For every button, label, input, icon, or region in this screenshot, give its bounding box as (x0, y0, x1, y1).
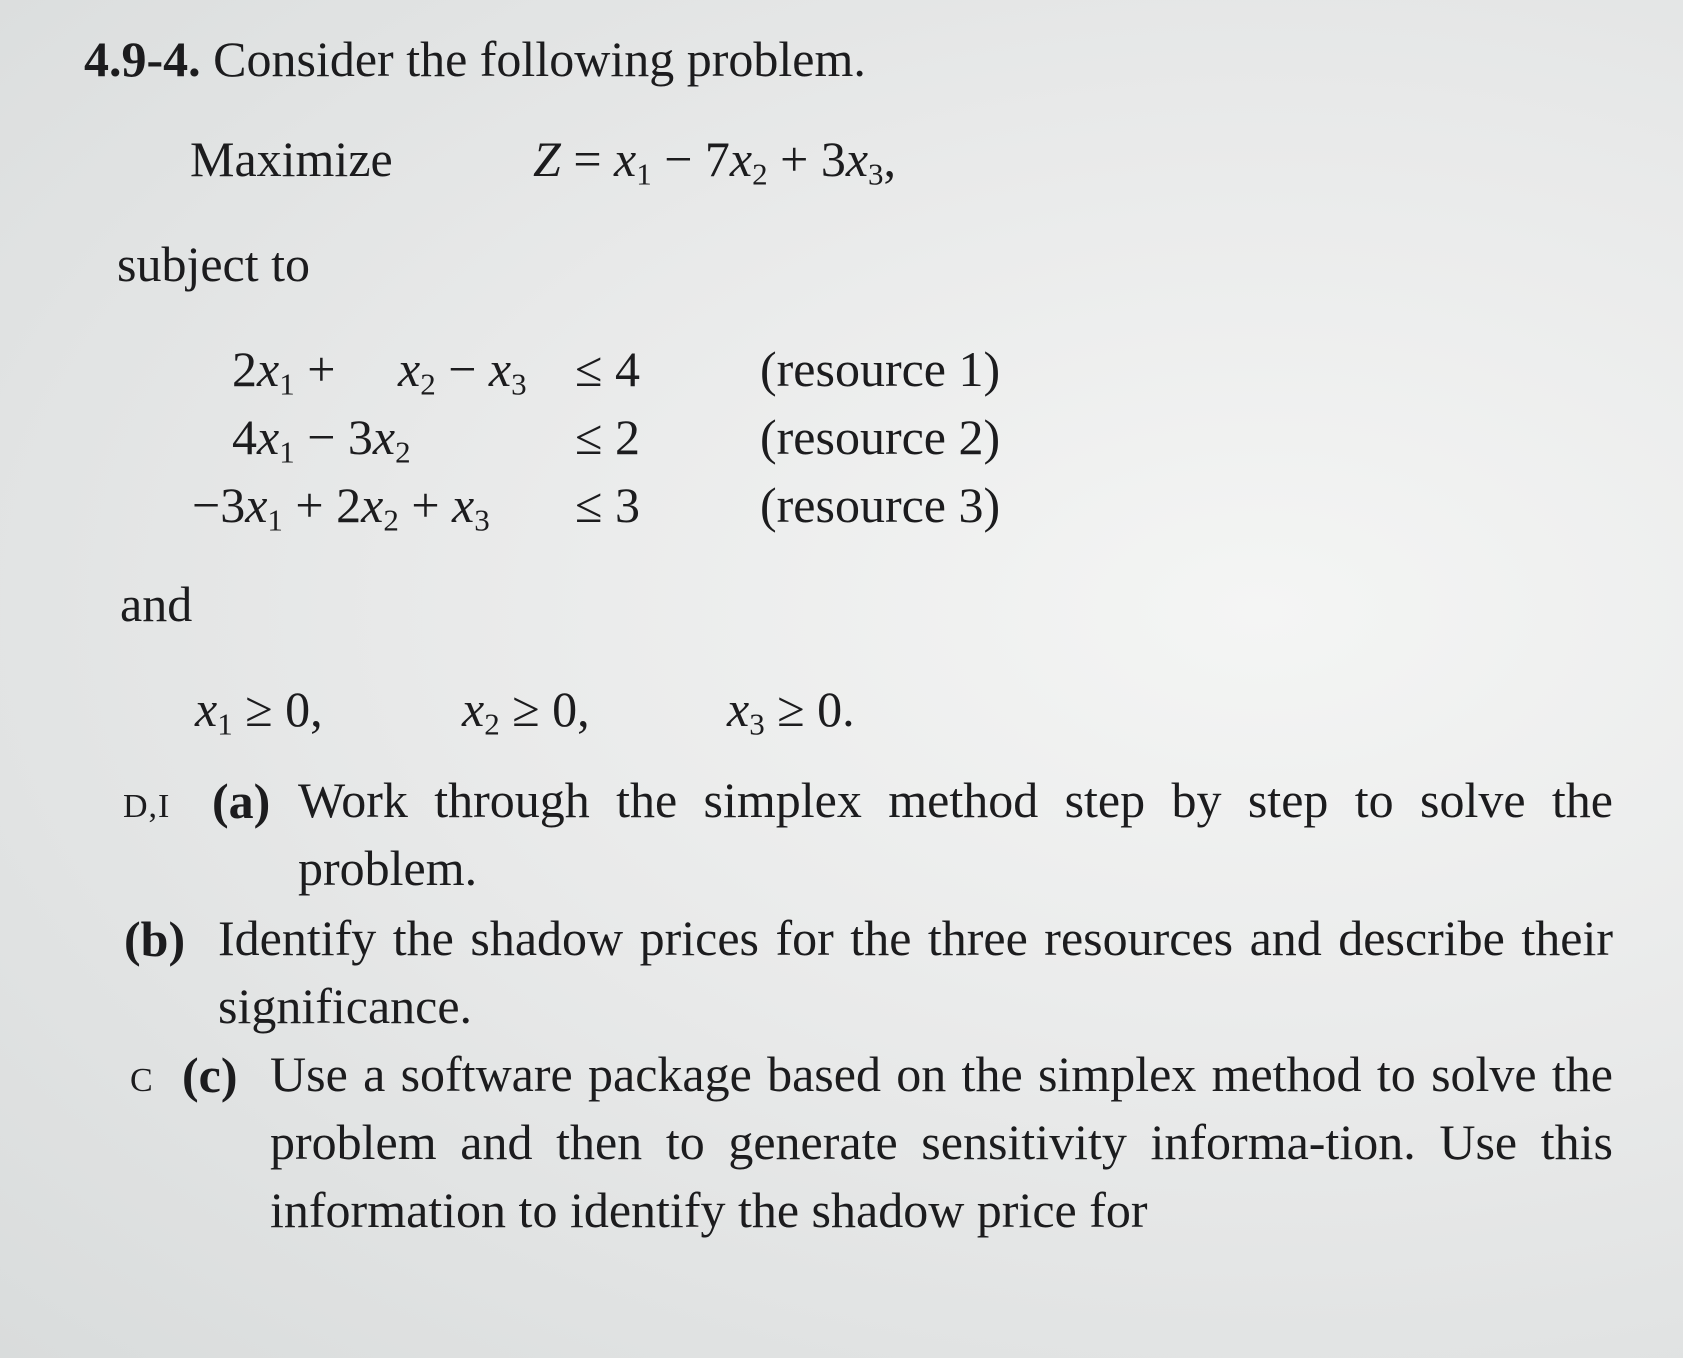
constraint-3-label: (resource 3) (760, 477, 1001, 533)
problem-number: 4.9-4. (84, 31, 201, 87)
inequality: ≥ 0, (499, 681, 590, 737)
coefficient: 2 (232, 341, 257, 397)
variable: x (372, 409, 396, 465)
variable: x (488, 341, 512, 397)
subscript: 3 (474, 502, 490, 538)
variable: x (257, 341, 280, 397)
subscript: 2 (383, 502, 399, 538)
part-a-text: Work through the simplex method step by step to solve the problem. (298, 772, 1613, 896)
problem-intro: Consider the following problem. (213, 31, 866, 87)
part-c-tag: C (130, 1062, 154, 1099)
coefficient: + 3 (767, 131, 846, 187)
subscript: 3 (868, 156, 884, 192)
subscript: 1 (217, 706, 233, 742)
coefficient: −3 (192, 477, 246, 533)
subscript: 2 (420, 366, 436, 402)
constraint-2-label: (resource 2) (760, 409, 1001, 465)
constraint-2-rhs: ≤ 2 (575, 409, 640, 465)
operator: + (282, 477, 337, 533)
x3-variable: x (845, 131, 869, 187)
variable: x (462, 681, 485, 737)
subject-to-label: subject to (117, 236, 311, 292)
nonneg-x2 (462, 680, 590, 742)
and-label: and (120, 576, 193, 632)
problem-heading (84, 30, 866, 88)
constraint-1-term-2 (398, 340, 527, 402)
variable: x (398, 341, 421, 397)
constraint-1-term-1 (232, 340, 336, 402)
constraint-3-rhs: ≤ 3 (575, 477, 640, 533)
constraint-1-label: (resource 1) (760, 341, 1001, 397)
nonneg-x1 (195, 680, 323, 742)
subscript: 2 (484, 706, 500, 742)
constraint-3-terms (192, 476, 490, 538)
coefficient: 4 (232, 409, 257, 465)
constraint-1-rhs: ≤ 4 (575, 341, 640, 397)
subscript: 1 (279, 434, 295, 470)
part-c-text: Use a software package based on the simplex method to solve the problem and then to generate sensitivity informa-tion. Use this information to identify the shadow price for (270, 1046, 1613, 1238)
coefficient: 2 (336, 477, 362, 533)
part-a-letter: (a) (212, 773, 271, 829)
x2-variable: x (729, 131, 753, 187)
x1-variable: x (614, 131, 637, 187)
variable: x (727, 681, 750, 737)
variable: x (257, 409, 280, 465)
operator: + (398, 477, 453, 533)
subscript: 3 (511, 366, 527, 402)
coefficient: − 7 (651, 131, 730, 187)
nonneg-x3 (727, 680, 855, 742)
coefficient: 3 (347, 409, 373, 465)
subscript: 1 (279, 366, 295, 402)
variable: x (452, 477, 475, 533)
subscript: 1 (267, 502, 283, 538)
variable: x (361, 477, 384, 533)
constraint-2-terms (232, 408, 411, 470)
subscript: 2 (752, 156, 768, 192)
inequality: ≥ 0, (232, 681, 323, 737)
subscript: 1 (636, 156, 652, 192)
subscript: 2 (395, 434, 411, 470)
objective-function (533, 130, 897, 192)
inequality: ≥ 0. (764, 681, 855, 737)
z-variable: Z (533, 131, 561, 187)
part-b-letter: (b) (124, 911, 186, 967)
variable: x (245, 477, 268, 533)
subscript: 3 (749, 706, 765, 742)
operator: + (294, 341, 336, 397)
part-a-tag: D,I (123, 788, 171, 825)
variable: x (195, 681, 218, 737)
part-c-letter: (c) (182, 1047, 238, 1103)
operator: − (435, 341, 489, 397)
objective-verb: Maximize (190, 131, 393, 187)
equals-sign: = (560, 131, 615, 187)
comma: , (883, 131, 897, 187)
part-b-text: Identify the shadow prices for the three resources and describe their significance. (218, 910, 1613, 1034)
operator: − (294, 409, 348, 465)
